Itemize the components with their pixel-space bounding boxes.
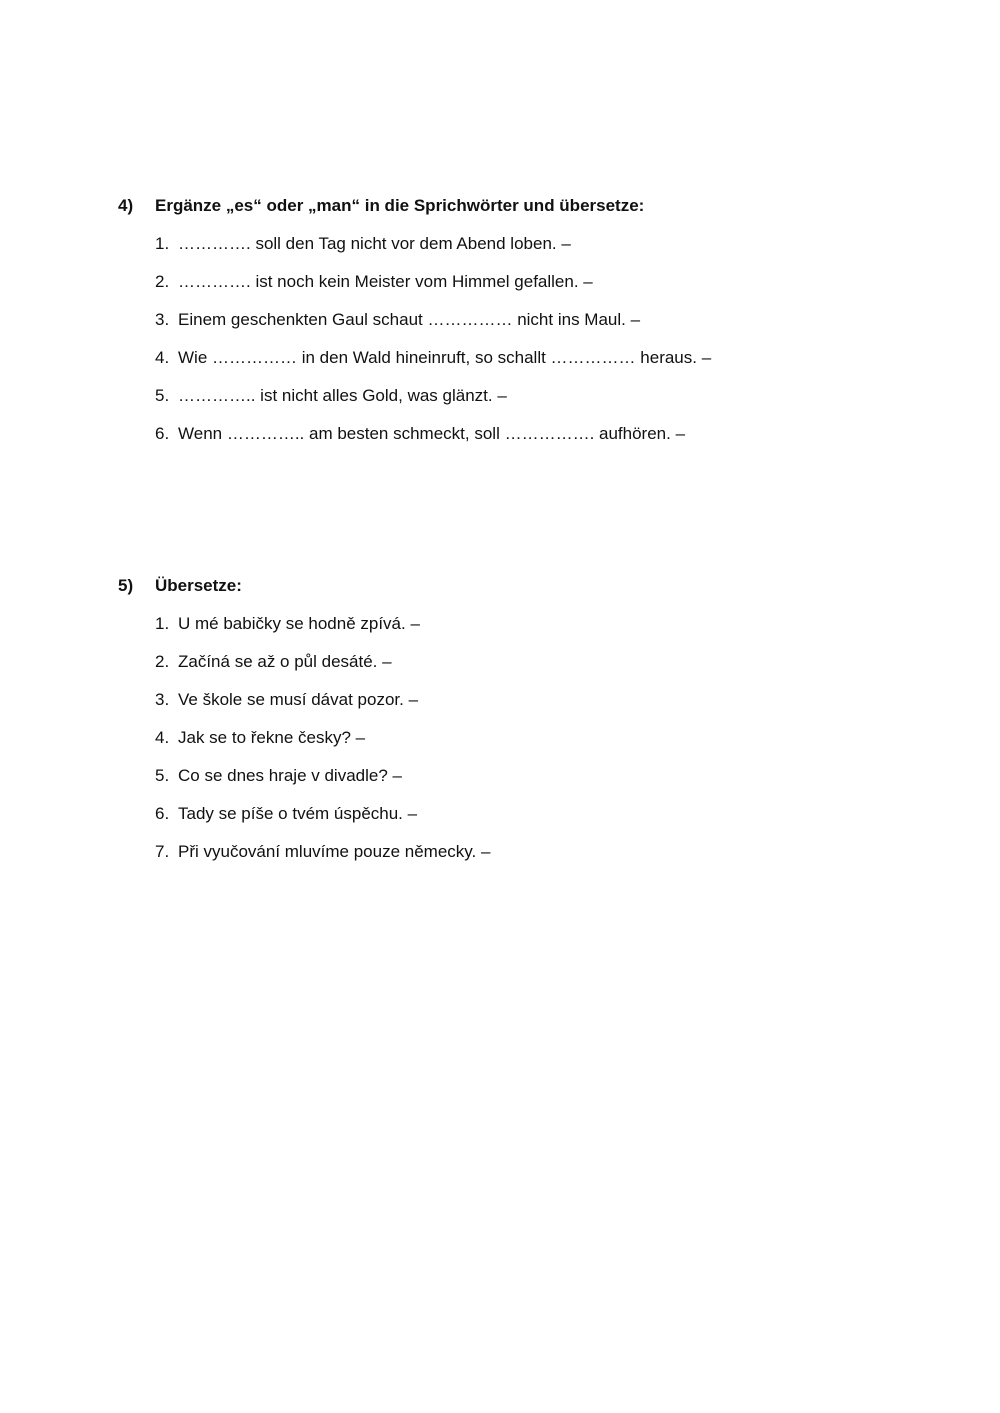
item-number: 1. [155, 234, 170, 253]
item-text: Tady se píše o tvém úspěchu. – [178, 804, 418, 823]
list-item [118, 612, 958, 636]
item-text: Ve škole se musí dávat pozor. – [178, 690, 419, 709]
item-text: Jak se to řekne česky? – [178, 728, 366, 747]
item-number: 4. [155, 348, 170, 367]
list-item [118, 840, 958, 864]
list-item [118, 688, 958, 712]
exercise-5-items [118, 612, 958, 864]
item-text: …………. soll den Tag nicht vor dem Abend loben. – [178, 234, 571, 253]
exercise-5-header [118, 574, 958, 598]
list-item [118, 764, 958, 788]
list-item [118, 308, 958, 332]
item-text: Při vyučování mluvíme pouze německy. – [178, 842, 491, 861]
item-number: 5. [155, 386, 170, 405]
list-item [118, 650, 958, 674]
exercise-5-number: 5) [118, 576, 134, 595]
item-number: 6. [155, 804, 170, 823]
exercise-5-title: Übersetze: [155, 576, 242, 595]
item-number: 6. [155, 424, 170, 443]
exercise-4-header [118, 194, 958, 218]
item-number: 3. [155, 310, 170, 329]
item-text: Co se dnes hraje v divadle? – [178, 766, 402, 785]
item-text: Wie …………… in den Wald hineinruft, so schallt …………… heraus. – [178, 348, 712, 367]
item-text: Wenn ………….. am besten schmeckt, soll ……………. aufhören. – [178, 424, 686, 443]
list-item [118, 232, 958, 256]
item-number: 4. [155, 728, 170, 747]
list-item [118, 422, 958, 446]
list-item [118, 384, 958, 408]
exercise-4 [118, 194, 958, 460]
list-item [118, 346, 958, 370]
item-number: 1. [155, 614, 170, 633]
exercise-4-title: Ergänze „es“ oder „man“ in die Sprichwörter und übersetze: [155, 196, 645, 215]
item-text: ………….. ist nicht alles Gold, was glänzt. – [178, 386, 507, 405]
item-text: …………. ist noch kein Meister vom Himmel gefallen. – [178, 272, 593, 291]
list-item [118, 270, 958, 294]
item-text: Začíná se až o půl desáté. – [178, 652, 392, 671]
exercise-5 [118, 574, 958, 878]
item-number: 2. [155, 652, 170, 671]
exercise-4-number: 4) [118, 196, 134, 215]
item-number: 3. [155, 690, 170, 709]
exercise-4-items [118, 232, 958, 446]
list-item [118, 802, 958, 826]
item-number: 2. [155, 272, 170, 291]
item-text: U mé babičky se hodně zpívá. – [178, 614, 420, 633]
item-text: Einem geschenkten Gaul schaut …………… nicht ins Maul. – [178, 310, 641, 329]
item-number: 7. [155, 842, 170, 861]
item-number: 5. [155, 766, 170, 785]
list-item [118, 726, 958, 750]
